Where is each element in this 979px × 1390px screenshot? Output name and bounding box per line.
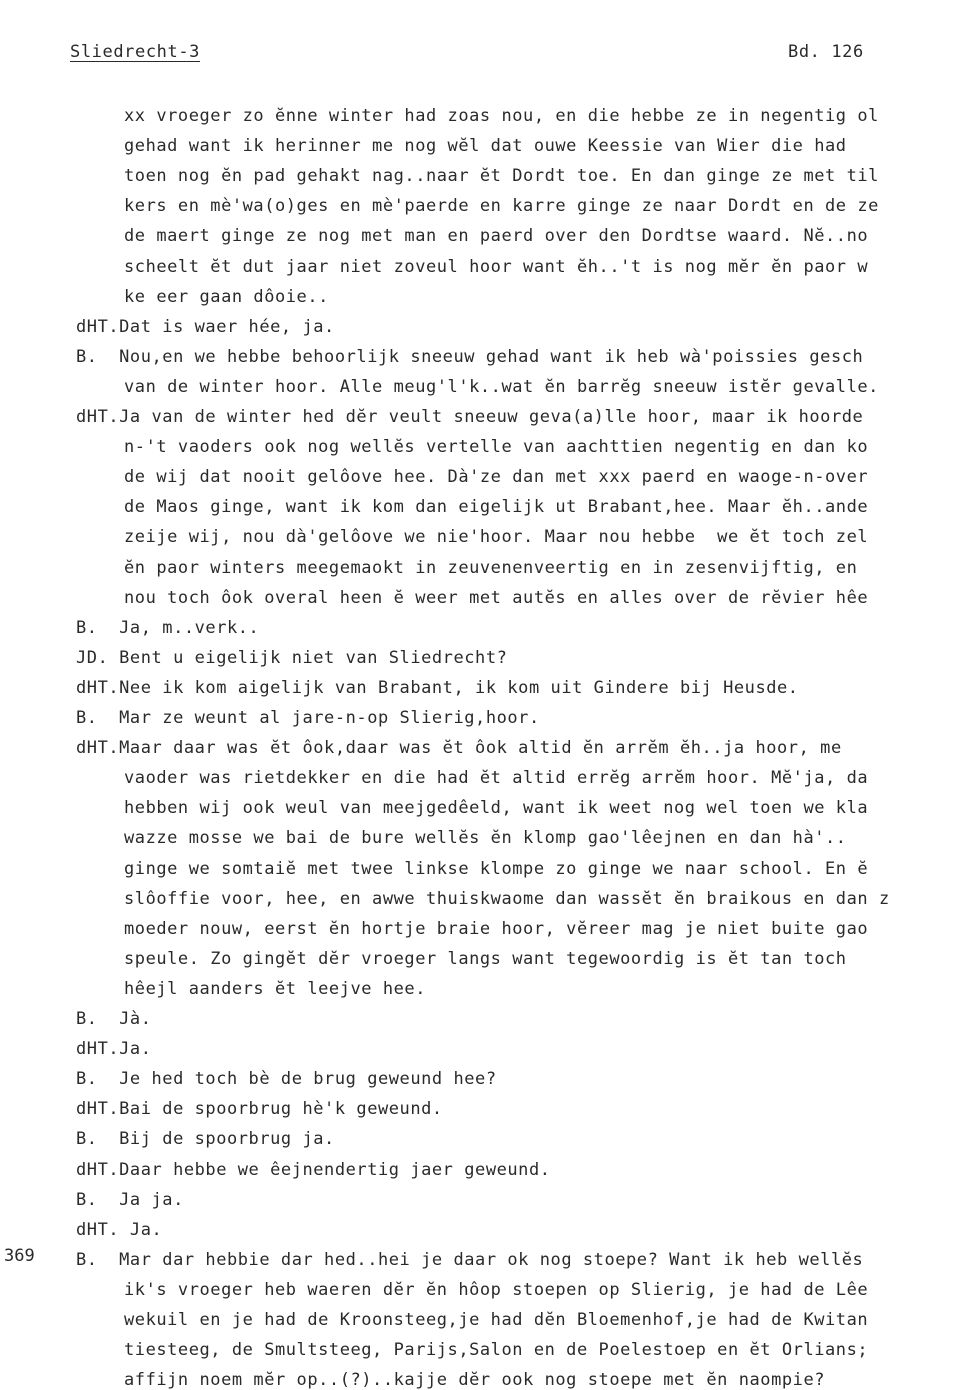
transcript-line: toen nog ĕn pad gehakt nag..naar ĕt Dordt toe. En dan ginge ze met til [124, 166, 879, 186]
transcript-line: hêejl aanders ĕt leejve hee. [124, 979, 426, 999]
transcript-line: ke eer gaan dôoie.. [124, 287, 329, 307]
speaker-line: B. Mar ze weunt al jare-n-op Slierig,hoor. [76, 708, 540, 728]
transcript-line: van de winter hoor. Alle meug'l'k..wat ĕn barrĕg sneeuw istĕr gevalle. [124, 377, 879, 397]
page-header-title: Sliedrecht-3 [70, 42, 201, 62]
transcript-line: speule. Zo gingĕt dĕr vroeger langs want tegewoordig is ĕt tan toch [124, 949, 847, 969]
transcript-line: tiesteeg, de Smultsteeg, Parijs,Salon en de Poelestoep en ĕt Orlians; [124, 1340, 869, 1360]
speaker-line: dHT.Ja van de winter hed dĕr veult sneeuw geva(a)lle hoor, maar ik hoorde [76, 407, 864, 427]
transcript-line: affijn noem mĕr op..(?)..kajje dĕr ook nog stoepe met ĕn naompie? [124, 1370, 826, 1390]
transcript-line: kers en mè'wa(o)ges en mè'paerde en karre ginge ze naar Dordt en de ze [124, 196, 879, 216]
transcript-line: slôoffie voor, hee, en awwe thuiskwaome dan wassĕt ĕn braikous en dan z [124, 889, 890, 909]
speaker-line: dHT. Ja. [76, 1220, 163, 1240]
transcript-line: vaoder was rietdekker en die had ĕt altid errĕg arrĕm hoor. Mĕ'ja, da [124, 768, 869, 788]
speaker-line: B. Je hed toch bè de brug geweund hee? [76, 1069, 497, 1089]
speaker-line: B. Nou,en we hebbe behoorlijk sneeuw gehad want ik heb wà'poissies gesch [76, 347, 864, 367]
transcript-line: n-'t vaoders ook nog wellĕs vertelle van aachttien negentig en dan ko [124, 437, 869, 457]
transcript-line: moeder nouw, eerst ĕn hortje braie hoor, vĕreer mag je niet buite gao [124, 919, 869, 939]
transcript-line: ik's vroeger heb waeren dĕr ĕn hôop stoepen op Slierig, je had de Lêe [124, 1280, 869, 1300]
transcript-line: xx vroeger zo ĕnne winter had zoas nou, en die hebbe ze in negentig ol [124, 106, 879, 126]
speaker-line: JD. Bent u eigelijk niet van Sliedrecht? [76, 648, 508, 668]
transcript-line: de maert ginge ze nog met man en paerd over den Dordtse waard. Nĕ..no [124, 226, 869, 246]
transcript-line: zeije wij, nou dà'gelôove we nie'hoor. Maar nou hebbe we ĕt toch zel [124, 527, 869, 547]
speaker-line: B. Jà. [76, 1009, 152, 1029]
transcript-line: wazze mosse we bai de bure wellĕs ĕn klomp gao'lêejnen en dan hà'.. [124, 828, 847, 848]
transcript-line: wekuil en je had de Kroonsteeg,je had dĕn Bloemenhof,je had de Kwitan [124, 1310, 869, 1330]
speaker-line: dHT.Nee ik kom aigelijk van Brabant, ik kom uit Gindere bij Heusde. [76, 678, 799, 698]
margin-line-number: 369 [4, 1246, 35, 1266]
speaker-line: dHT.Ja. [76, 1039, 152, 1059]
speaker-line: B. Ja, m..verk.. [76, 618, 260, 638]
transcript-line: hebben wij ook weul van meejgedêeld, want ik weet nog wel toen we kla [124, 798, 869, 818]
speaker-line: dHT.Daar hebbe we êejnendertig jaer geweund. [76, 1160, 551, 1180]
transcript-line: de Maos ginge, want ik kom dan eigelijk ut Brabant,hee. Maar ĕh..ande [124, 497, 869, 517]
speaker-line: dHT.Maar daar was ĕt ôok,daar was ĕt ôok altid ĕn arrĕm ĕh..ja hoor, me [76, 738, 842, 758]
speaker-line: B. Ja ja. [76, 1190, 184, 1210]
transcript-line: gehad want ik herinner me nog wĕl dat ouwe Keessie van Wier die had [124, 136, 847, 156]
transcript-line: ginge we somtaiĕ met twee linkse klompe zo ginge we naar school. En ĕ [124, 859, 869, 879]
speaker-line: B. Mar dar hebbie dar hed..hei je daar ok nog stoepe? Want ik heb wellĕs [76, 1250, 864, 1270]
speaker-line: dHT.Bai de spoorbrug hè'k geweund. [76, 1099, 443, 1119]
speaker-line: dHT.Dat is waer hée, ja. [76, 317, 335, 337]
page-header-volume: Bd. 126 [788, 42, 864, 62]
transcript-line: de wij dat nooit gelôove hee. Dà'ze dan met xxx paerd en waoge-n-over [124, 467, 869, 487]
transcript-line: nou toch ôok overal heen ĕ weer met autĕs en alles over de rĕvier hêe [124, 588, 869, 608]
transcript-line: ĕn paor winters meegemaokt in zeuvenenveertig en in zesenvijftig, en [124, 558, 858, 578]
speaker-line: B. Bij de spoorbrug ja. [76, 1129, 335, 1149]
transcript-line: scheelt ĕt dut jaar niet zoveul hoor want ĕh..'t is nog mĕr ĕn paor w [124, 257, 869, 277]
